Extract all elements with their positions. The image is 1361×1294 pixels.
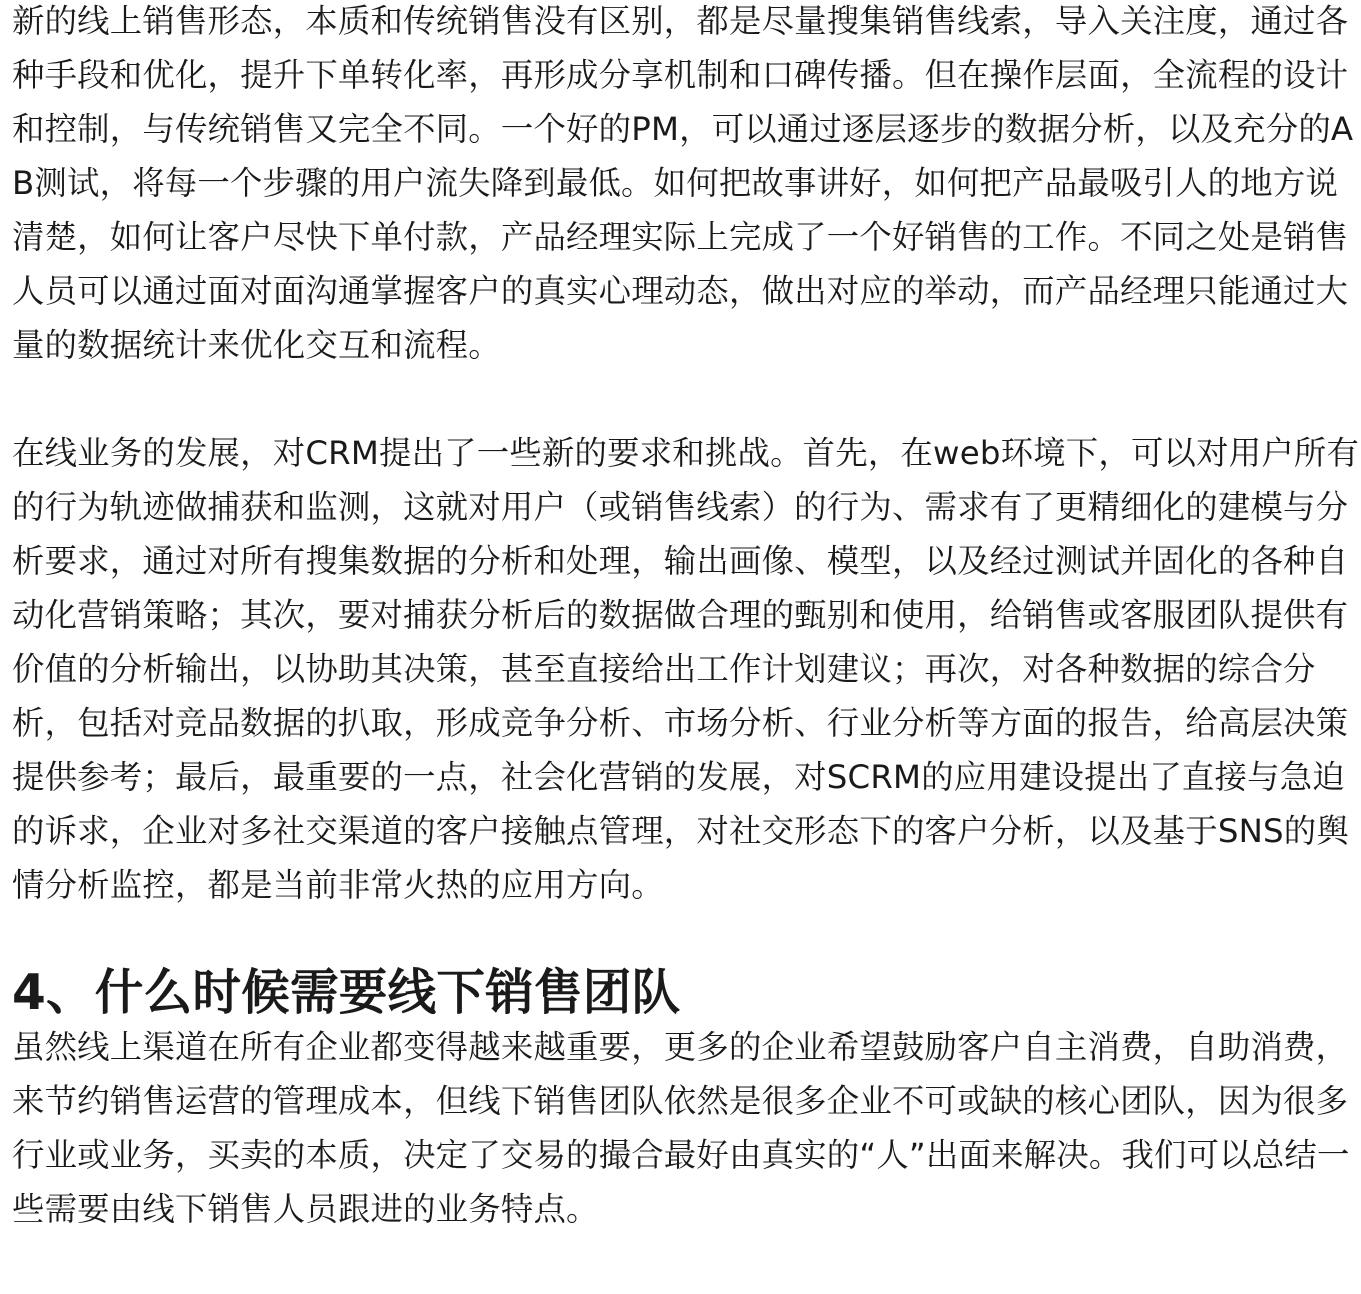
article-body [12,0,1361,1236]
paragraph-spacer [12,912,1361,966]
article-paragraph: 新的线上销售形态，本质和传统销售没有区别，都是尽量搜集销售线索，导入关注度，通过各种手段和优化，提升下单转化率，再形成分享机制和口碑传播。但在操作层面，全流程的设计和控制，与传统销售又完全不同。一个好的PM，可以通过逐层逐步的数据分析，以及充分的AB测试，将每一个步骤的用户流失降到最低。如何把故事讲好，如何把产品最吸引人的地方说清楚，如何让客户尽快下单付款，产品经理实际上完成了一个好销售的工作。不同之处是销售人员可以通过面对面沟通掌握客户的真实心理动态，做出对应的举动，而产品经理只能通过大量的数据统计来优化交互和流程。 [12,2,1354,364]
paragraph-spacer [12,372,1361,426]
article-paragraph: 虽然线上渠道在所有企业都变得越来越重要，更多的企业希望鼓励客户自主消费，自助消费，来节约销售运营的管理成本，但线下销售团队依然是很多企业不可或缺的核心团队，因为很多行业或业务，买卖的本质，决定了交易的撮合最好由真实的“人”出面来解决。我们可以总结一些需要由线下销售人员跟进的业务特点。 [12,1028,1350,1228]
section-heading: 4、什么时候需要线下销售团队 [12,965,681,1021]
article-paragraph: 在线业务的发展，对CRM提出了一些新的要求和挑战。首先，在web环境下，可以对用户所有的行为轨迹做捕获和监测，这就对用户（或销售线索）的行为、需求有了更精细化的建模与分析要求，通过对所有搜集数据的分析和处理，输出画像、模型，以及经过测试并固化的各种自动化营销策略；其次，要对捕获分析后的数据做合理的甄别和使用，给销售或客服团队提供有价值的分析输出，以协助其决策，甚至直接给出工作计划建议；再次，对各种数据的综合分析，包括对竞品数据的扒取，形成竞争分析、市场分析、行业分析等方面的报告，给高层决策提供参考；最后，最重要的一点，社会化营销的发展，对SCRM的应用建设提出了直接与急迫的诉求，企业对多社交渠道的客户接触点管理，对社交形态下的客户分析，以及基于SNS的舆情分析监控，都是当前非常火热的应用方向。 [12,434,1360,904]
